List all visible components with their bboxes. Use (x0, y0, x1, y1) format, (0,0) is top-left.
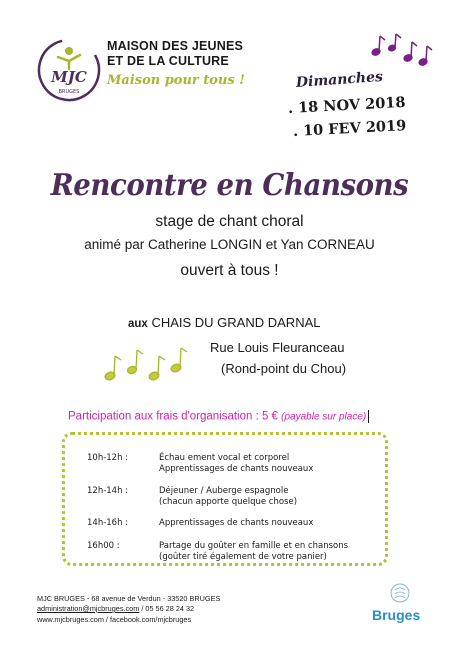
bruges-logo-text: Bruges (372, 607, 421, 623)
schedule-time: 14h-16h : (87, 518, 129, 528)
schedule-time: 10h-12h : (87, 453, 129, 463)
logo-sub: BRUGES (58, 89, 80, 95)
schedule-time: 12h-14h : (87, 486, 129, 496)
email-link[interactable]: administration@mjcbruges.com (37, 604, 140, 613)
venue-landmark: (Rond-point du Chou) (221, 361, 347, 376)
mjc-logo (36, 37, 102, 103)
schedule-line: Partage du goûter en famille et en chansons (159, 541, 349, 551)
subtitle-stage: stage de chant choral (155, 213, 304, 230)
music-notes-icon (102, 342, 190, 388)
footer-phone: / 05 56 28 24 32 (139, 604, 195, 613)
schedule-line: Apprentissages de chants nouveaux (159, 518, 314, 528)
schedule-line: Déjeuner / Auberge espagnole (159, 486, 289, 496)
venue-street: Rue Louis Fleuranceau (210, 340, 345, 355)
footer-web[interactable]: www.mjcbruges.com / facebook.com/mjcbruges (37, 615, 192, 624)
subtitle-open: ouvert à tous ! (180, 262, 279, 279)
schedule-activity (159, 453, 313, 475)
schedule-activity (159, 486, 297, 508)
schedule-line: (chacun apporte quelque chose) (159, 497, 298, 507)
venue-name (128, 315, 320, 330)
footer-contact (37, 604, 194, 613)
venue-prefix: aux (128, 318, 148, 330)
schedule-activity (159, 518, 313, 529)
text-cursor (368, 410, 369, 423)
org-tagline: Maison pour tous ! (107, 73, 245, 88)
org-name-line-2: ET DE LA CULTURE (107, 54, 229, 68)
fee-note: (payable sur place) (281, 411, 367, 423)
venue-label: CHAIS DU GRAND DARNAL (151, 315, 321, 330)
schedule-time: 16h00 : (87, 541, 120, 551)
schedule-activity (159, 541, 348, 563)
schedule-line: Échau ement vocal et corporel (159, 453, 290, 463)
org-name-line-1: MAISON DES JEUNES (107, 39, 244, 53)
date-item: . 10 FEV 2019 (292, 117, 407, 140)
date-item: . 18 NOV 2018 (287, 93, 406, 117)
schedule-box (62, 432, 388, 566)
schedule-line: (goûter tiré également de votre panier) (159, 552, 327, 562)
dates-heading: Dimanches (295, 68, 384, 91)
logo-text: MJC (51, 68, 87, 86)
fee-line (68, 410, 369, 423)
bruges-emblem-icon (389, 582, 411, 608)
subtitle-hosts: animé par Catherine LONGIN et Yan CORNEAU (84, 237, 375, 252)
footer-address: MJC BRUGES - 68 avenue de Verdun - 33520 BRUGES (37, 594, 221, 603)
music-notes-icon (368, 30, 434, 70)
event-title: Rencontre en Chansons (50, 168, 409, 203)
fee-text: Participation aux frais d'organisation : 5 € (68, 410, 278, 423)
schedule-line: Apprentissages de chants nouveaux (159, 464, 314, 474)
